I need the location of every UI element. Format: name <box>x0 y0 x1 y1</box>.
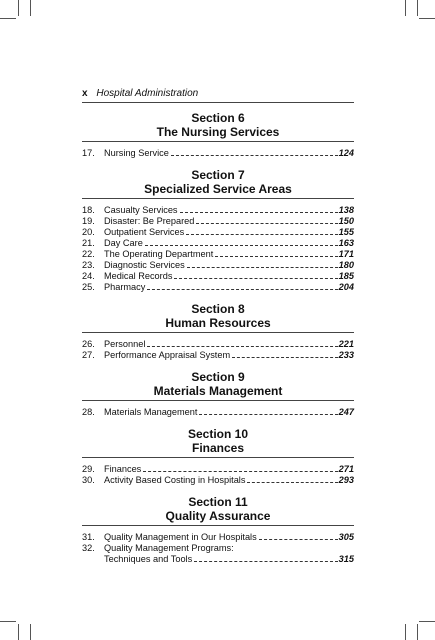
toc-section <box>82 168 354 297</box>
section-title: The Nursing Services <box>82 125 354 142</box>
dot-leader <box>194 561 337 562</box>
chapter-title: Quality Management Programs: <box>104 543 234 553</box>
dot-leader <box>187 267 338 268</box>
page-number: 233 <box>338 350 354 360</box>
dot-leader <box>199 414 337 415</box>
page-number: 271 <box>338 464 354 474</box>
section-title: Human Resources <box>82 316 354 333</box>
chapter-title: Pharmacy <box>104 282 146 292</box>
toc-entry[interactable] <box>82 532 354 543</box>
crop-mark <box>419 18 435 19</box>
toc-entry[interactable] <box>82 238 354 249</box>
chapter-title: Diagnostic Services <box>104 260 185 270</box>
dot-leader <box>259 539 338 540</box>
chapter-number: 26. <box>82 339 95 349</box>
page-number: 150 <box>338 216 354 226</box>
toc-entry[interactable] <box>82 554 354 565</box>
toc-entry[interactable] <box>82 543 354 554</box>
toc-entry[interactable] <box>82 350 354 361</box>
page-number: 180 <box>338 260 354 270</box>
page-number: 138 <box>338 205 354 215</box>
chapter-number: 17. <box>82 148 95 158</box>
section-title: Quality Assurance <box>82 509 354 526</box>
dot-leader <box>143 471 337 472</box>
section-number: Section 8 <box>191 302 245 316</box>
toc-entry[interactable] <box>82 475 354 486</box>
crop-mark <box>405 624 406 640</box>
chapter-number: 23. <box>82 260 95 270</box>
toc-entry[interactable] <box>82 407 354 418</box>
page-number: 124 <box>338 148 354 158</box>
chapter-title: Personnel <box>104 339 146 349</box>
crop-mark <box>0 621 16 622</box>
crop-mark <box>30 624 31 640</box>
chapter-title: Casualty Services <box>104 205 178 215</box>
chapter-title: Nursing Service <box>104 148 169 158</box>
page-number: 305 <box>338 532 354 542</box>
table-of-contents <box>82 106 354 569</box>
chapter-title: Performance Appraisal System <box>104 350 231 360</box>
crop-mark <box>417 624 418 640</box>
chapter-number: 27. <box>82 350 95 360</box>
chapter-title: Finances <box>104 464 142 474</box>
toc-entry[interactable] <box>82 216 354 227</box>
dot-leader <box>186 234 337 235</box>
toc-entry[interactable] <box>82 148 354 159</box>
section-title: Specialized Service Areas <box>82 182 354 199</box>
toc-section <box>82 302 354 365</box>
section-spacer <box>82 293 354 297</box>
dot-leader <box>196 223 337 224</box>
section-spacer <box>82 486 354 490</box>
toc-section <box>82 111 354 163</box>
toc-entry[interactable] <box>82 205 354 216</box>
chapter-title: Quality Management in Our Hospitals <box>104 532 257 542</box>
toc-entry[interactable] <box>82 464 354 475</box>
toc-entry[interactable] <box>82 282 354 293</box>
toc-entry[interactable] <box>82 249 354 260</box>
dot-leader <box>147 346 337 347</box>
crop-mark <box>405 0 406 16</box>
dot-leader <box>171 155 338 156</box>
dot-leader <box>145 245 338 246</box>
toc-section <box>82 370 354 422</box>
chapter-number: 32. <box>82 543 95 553</box>
chapter-number: 19. <box>82 216 95 226</box>
page-folio: x <box>82 88 88 99</box>
section-spacer <box>82 159 354 163</box>
crop-mark <box>18 0 19 16</box>
page-number: 204 <box>338 282 354 292</box>
section-spacer <box>82 418 354 422</box>
crop-mark <box>417 0 418 16</box>
section-number: Section 10 <box>187 427 249 441</box>
toc-section <box>82 495 354 569</box>
page-number: 171 <box>338 249 354 259</box>
chapter-title: Medical Records <box>104 271 173 281</box>
section-number: Section 9 <box>191 370 245 384</box>
section-number: Section 6 <box>191 111 245 125</box>
section-number: Section 7 <box>191 168 245 182</box>
page-number: 247 <box>338 407 354 417</box>
chapter-number: 31. <box>82 532 95 542</box>
chapter-title: Disaster: Be Prepared <box>104 216 195 226</box>
chapter-number: 25. <box>82 282 95 292</box>
chapter-title: Activity Based Costing in Hospitals <box>104 475 246 485</box>
toc-entry[interactable] <box>82 339 354 350</box>
section-number: Section 11 <box>188 495 248 509</box>
chapter-number: 18. <box>82 205 95 215</box>
chapter-number: 28. <box>82 407 95 417</box>
chapter-number: 22. <box>82 249 95 259</box>
chapter-title: Outpatient Services <box>104 227 185 237</box>
chapter-number: 21. <box>82 238 95 248</box>
chapter-number: 29. <box>82 464 95 474</box>
chapter-title: Techniques and Tools <box>104 554 193 564</box>
dot-leader <box>232 357 338 358</box>
toc-entry[interactable] <box>82 227 354 238</box>
toc-section <box>82 427 354 490</box>
page-number: 293 <box>338 475 354 485</box>
dot-leader <box>147 289 337 290</box>
section-title: Finances <box>82 441 354 458</box>
section-title: Materials Management <box>82 384 354 401</box>
toc-entry[interactable] <box>82 271 354 282</box>
book-title: Hospital Administration <box>96 88 199 99</box>
crop-mark <box>419 621 435 622</box>
chapter-number: 20. <box>82 227 95 237</box>
running-head <box>82 88 354 100</box>
chapter-number: 30. <box>82 475 95 485</box>
header-rule <box>82 102 354 103</box>
dot-leader <box>215 256 337 257</box>
dot-leader <box>174 278 337 279</box>
chapter-title: The Operating Department <box>104 249 214 259</box>
crop-mark <box>18 624 19 640</box>
chapter-title: Materials Management <box>104 407 198 417</box>
section-spacer <box>82 565 354 569</box>
page-number: 221 <box>338 339 354 349</box>
page-number: 185 <box>338 271 354 281</box>
section-spacer <box>82 361 354 365</box>
page-number: 163 <box>338 238 354 248</box>
dot-leader <box>247 482 337 483</box>
toc-entry[interactable] <box>82 260 354 271</box>
crop-mark <box>0 18 16 19</box>
chapter-title: Day Care <box>104 238 143 248</box>
crop-mark <box>30 0 31 16</box>
page-number: 315 <box>338 554 354 564</box>
chapter-number: 24. <box>82 271 95 281</box>
page-number: 155 <box>338 227 354 237</box>
dot-leader <box>180 212 338 213</box>
